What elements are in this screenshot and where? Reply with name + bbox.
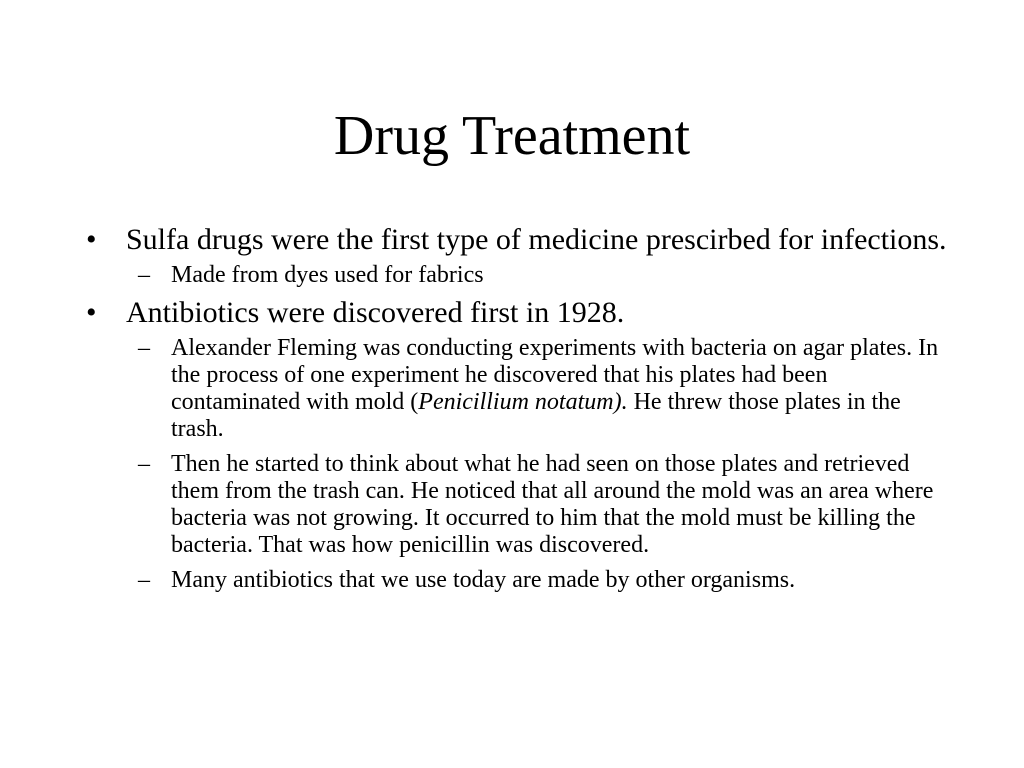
slide-content xyxy=(86,224,956,602)
slide-title: Drug Treatment xyxy=(333,105,691,167)
bullet-text: Antibiotics were discovered first in 1928. xyxy=(126,296,625,329)
dash-icon: – xyxy=(138,451,150,477)
bullet-text: Sulfa drugs were the first type of medicine prescirbed for infections. xyxy=(126,223,947,256)
sub-bullet-text: Many antibiotics that we use today are made by other organisms. xyxy=(171,567,796,593)
sub-bullet-item xyxy=(86,451,956,559)
bullet-icon: • xyxy=(86,223,97,256)
sub-bullet-text: Made from dyes used for fabrics xyxy=(171,262,484,288)
sub-bullet-text-part: He threw those plates in the trash. xyxy=(171,389,901,442)
species-name: Penicillium notatum). xyxy=(418,389,628,415)
sub-bullet-text: Then he started to think about what he had seen on those plates and retrieved them from the trash can. He noticed that all around the mold was an area where bacteria was not growing. It occurred to him that the mold must be killing the bacteria. That was how penicillin was discovered. xyxy=(171,451,934,558)
dash-icon: – xyxy=(138,567,150,593)
dash-icon: – xyxy=(138,335,150,361)
bullet-icon: • xyxy=(86,296,97,329)
bullet-item xyxy=(86,297,956,328)
sub-bullet-text-part: Alexander Fleming was conducting experiments with bacteria on agar plates. In the process of one experiment he discovered that his plates had been contaminated with mold ( xyxy=(171,335,939,415)
sub-bullet-item xyxy=(86,262,956,289)
dash-icon: – xyxy=(138,262,150,288)
sub-bullet-text xyxy=(171,335,938,442)
bullet-item xyxy=(86,224,956,255)
sub-bullet-item xyxy=(86,335,956,443)
sub-bullet-item xyxy=(86,567,956,594)
